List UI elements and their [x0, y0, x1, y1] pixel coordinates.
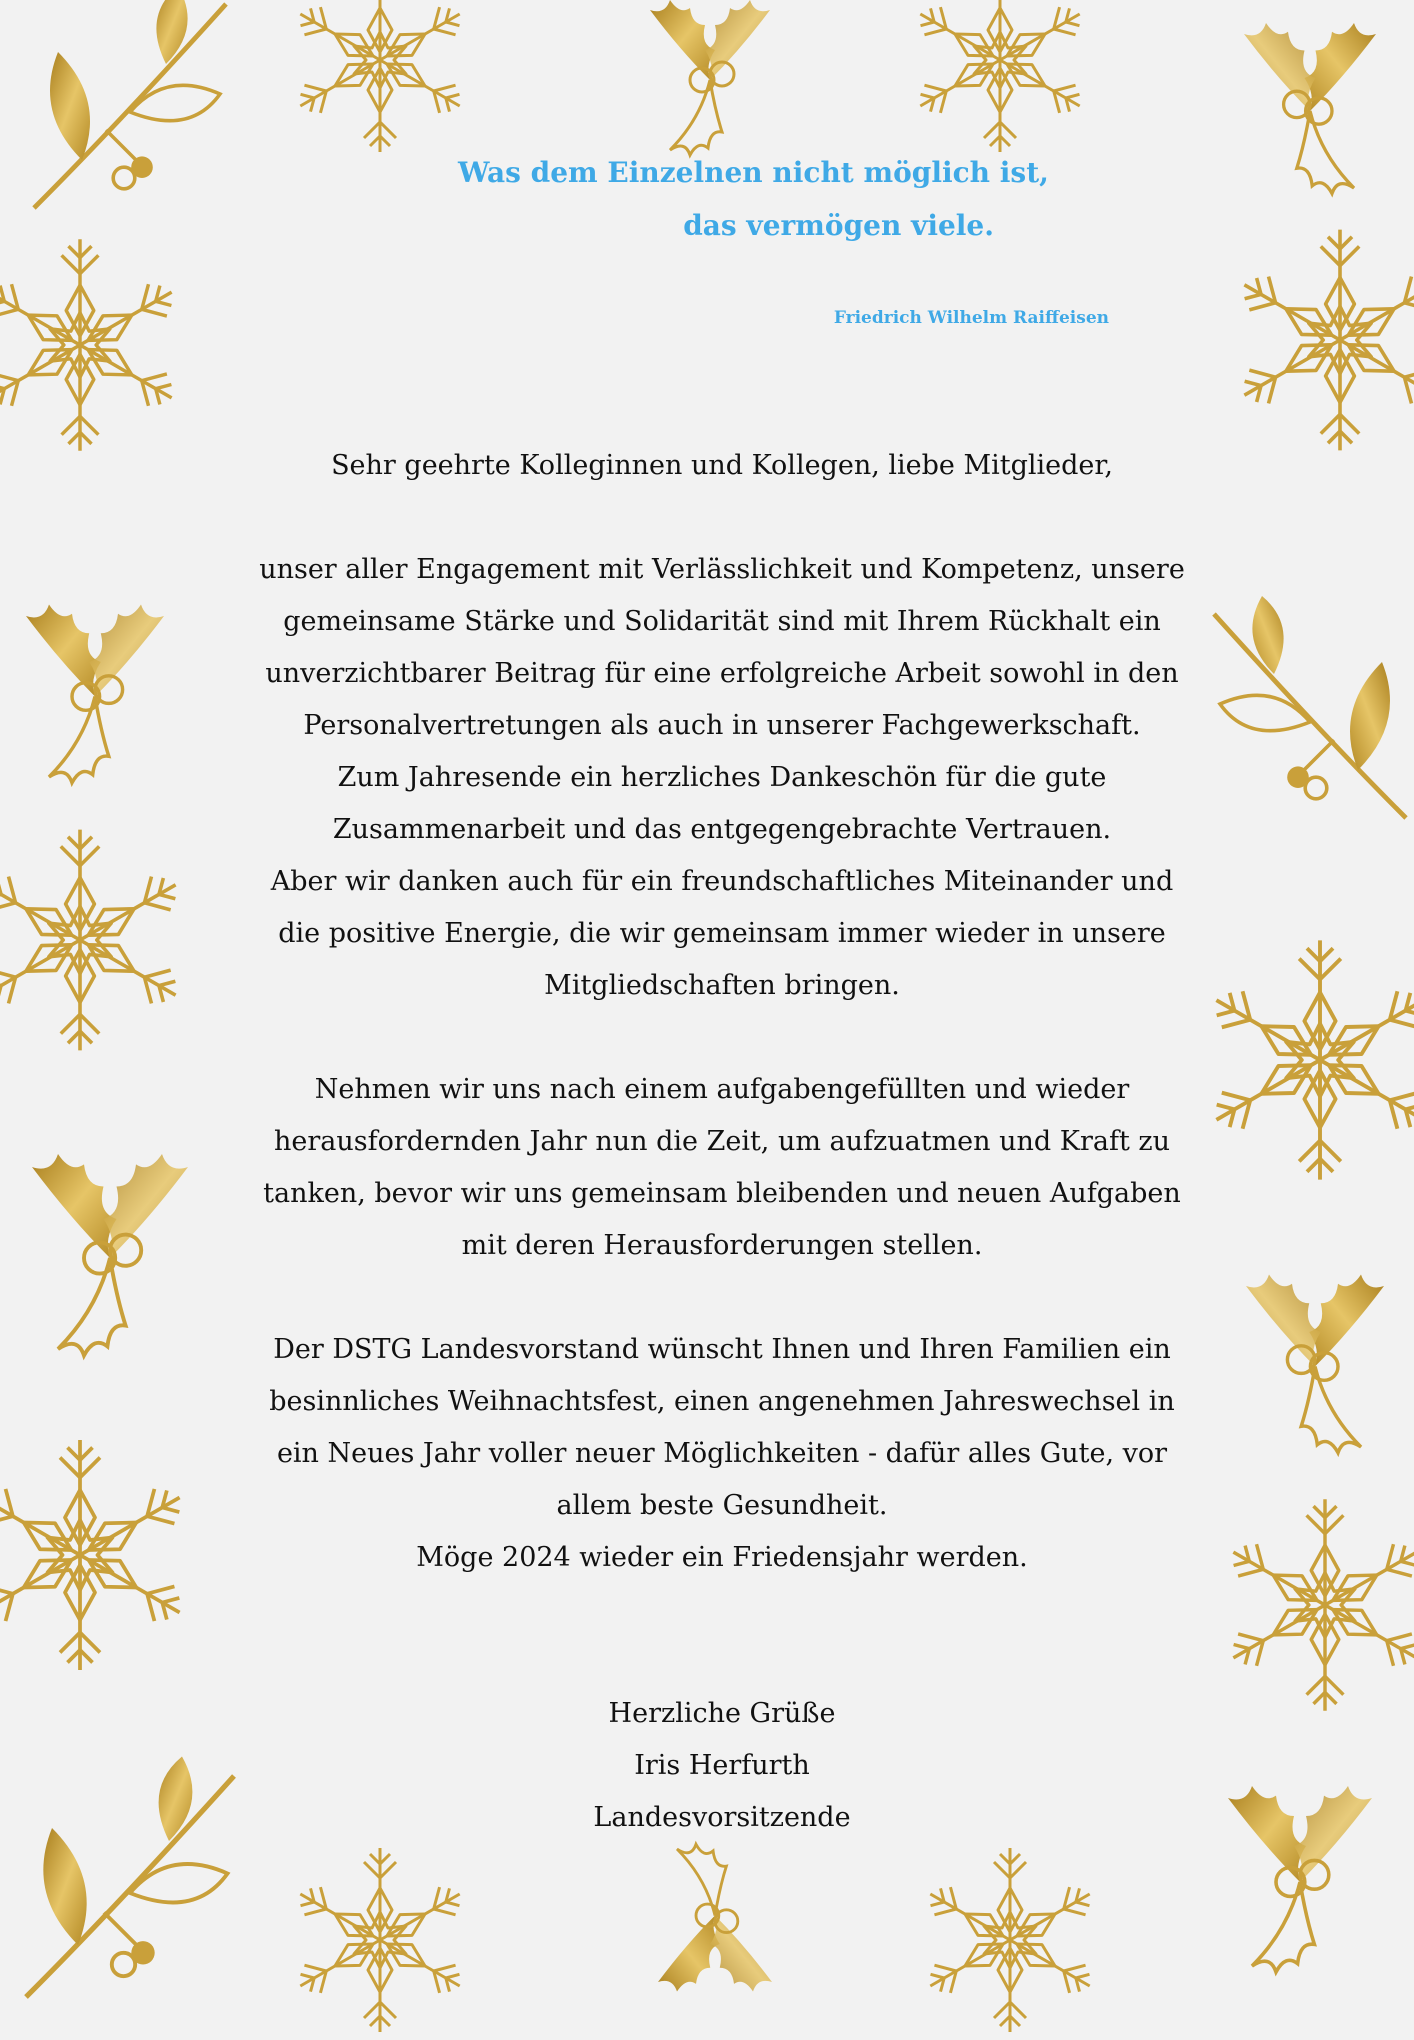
snowflake-icon	[0, 1430, 220, 1680]
text-line: Personalvertretungen als auch in unserer Fachgewerkschaft.	[303, 710, 1141, 741]
text-line: gemeinsame Stärke und Solidarität sind mit Ihrem Rückhalt ein	[283, 606, 1161, 637]
quote-line-1: Was dem Einzelnen nicht möglich ist,	[458, 156, 1049, 189]
snowflake-icon	[0, 820, 200, 1060]
paragraph-2	[232, 1064, 1212, 1272]
text-line: tanken, bevor wir uns gemeinsam bleibenden und neuen Aufgaben	[263, 1178, 1181, 1209]
text-line: unser aller Engagement mit Verlässlichkeit und Kompetenz, unsere	[259, 554, 1185, 585]
holly-icon	[580, 1830, 850, 2020]
paragraph-1	[232, 544, 1212, 1012]
letter-body	[232, 440, 1212, 1844]
text-line: allem beste Gesundheit.	[556, 1490, 888, 1521]
text-line: Nehmen wir uns nach einem aufgabengefüllten und wieder	[314, 1074, 1130, 1105]
holly-icon	[0, 1110, 240, 1380]
signatory-name: Iris Herfurth	[634, 1750, 810, 1781]
text-line: Möge 2024 wieder ein Friedensjahr werden.	[416, 1542, 1028, 1573]
text-line: ein Neues Jahr voller neuer Möglichkeiten - dafür alles Gute, vor	[276, 1438, 1168, 1469]
text-line: Aber wir danken auch für ein freundschaftliches Miteinander und	[270, 866, 1174, 897]
snowflake-icon	[1210, 1490, 1414, 1720]
text-line: Mitgliedschaften bringen.	[544, 970, 900, 1001]
quote-author: Friedrich Wilhelm Raiffeisen	[833, 308, 1109, 328]
snowflake-icon	[890, 1840, 1130, 2040]
text-line: Der DSTG Landesvorstand wünscht Ihnen und Ihren Familien ein	[273, 1334, 1171, 1365]
holly-icon	[1180, 1740, 1414, 2000]
text-line: mit deren Herausforderungen stellen.	[461, 1230, 983, 1261]
text-line: Zum Jahresende ein herzliches Dankeschön für die gute	[337, 762, 1107, 793]
signatory-title: Landesvorsitzende	[593, 1802, 851, 1833]
closing-greeting: Herzliche Grüße	[608, 1698, 836, 1729]
text-line: unverzichtbarer Beitrag für eine erfolgreiche Arbeit sowohl in den	[265, 658, 1179, 689]
closing	[232, 1688, 1212, 1844]
holly-icon	[1200, 1240, 1414, 1470]
text-line: Zusammenarbeit und das entgegengebrachte Vertrauen.	[332, 814, 1112, 845]
quote-line-2: das vermögen viele.	[683, 209, 994, 242]
snowflake-icon	[270, 1840, 490, 2040]
paragraph-3	[232, 1324, 1212, 1584]
holly-icon	[0, 570, 210, 800]
text-line: die positive Energie, die wir gemeinsam immer wieder in unsere	[278, 918, 1166, 949]
quote-block	[0, 0, 1414, 340]
leaf-branch-icon	[1190, 540, 1414, 880]
text-line: besinnliches Weihnachtsfest, einen angenehmen Jahreswechsel in	[269, 1386, 1175, 1417]
text-line: herausfordernden Jahr nun die Zeit, um aufzuatmen und Kraft zu	[273, 1126, 1170, 1157]
salutation: Sehr geehrte Kolleginnen und Kollegen, liebe Mitglieder,	[331, 450, 1113, 481]
snowflake-icon	[1190, 930, 1414, 1190]
